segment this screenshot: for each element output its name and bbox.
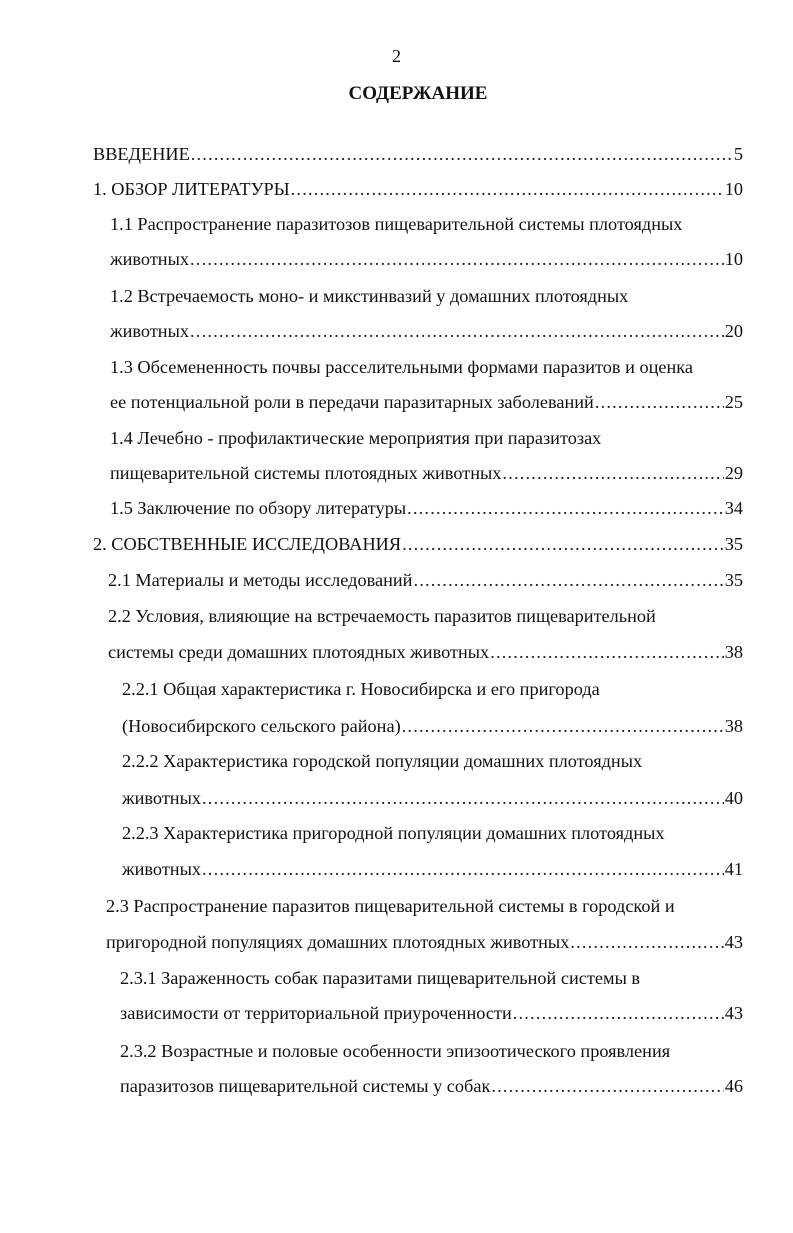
toc-entry-page: 10 xyxy=(724,249,743,269)
dot-leader xyxy=(491,1073,723,1099)
dot-leader xyxy=(413,567,723,593)
page-title: СОДЕРЖАНИЕ xyxy=(348,83,488,104)
toc-entry-1-4-line1[interactable]: 1.4 Лечебно - профилактические мероприятия при паразитозах xyxy=(110,428,602,448)
toc-entry-2-2-3-line1[interactable]: 2.2.3 Характеристика пригородной популяции домашних плотоядных xyxy=(122,823,665,843)
dot-leader xyxy=(513,1000,724,1026)
toc-entry-page: 40 xyxy=(724,788,743,808)
toc-entry-text: пригородной популяциях домашних плотоядных животных xyxy=(106,932,570,952)
toc-entry-text: 2.1 Материалы и методы исследований xyxy=(108,570,413,590)
toc-entry-2-3-1-line1[interactable]: 2.3.1 Зараженность собак паразитами пищеварительной системы в xyxy=(120,968,641,988)
toc-entry-1-2[interactable] xyxy=(110,318,743,344)
toc-entry-text: паразитозов пищеварительной системы у собак xyxy=(120,1076,491,1096)
toc-entry-2-3-2[interactable] xyxy=(120,1073,743,1099)
toc-entry-2-2-2-line1[interactable]: 2.2.2 Характеристика городской популяции домашних плотоядных xyxy=(122,751,643,771)
toc-entry-2-2[interactable] xyxy=(108,639,743,665)
toc-entry-page: 34 xyxy=(724,498,743,518)
toc-entry-text: животных xyxy=(122,859,202,879)
dot-leader xyxy=(291,176,724,202)
toc-entry-page: 35 xyxy=(724,570,743,590)
toc-entry-page: 10 xyxy=(724,179,743,199)
toc-entry-1-1-line1[interactable]: 1.1 Распространение паразитозов пищеварительной системы плотоядных xyxy=(110,214,683,234)
toc-entry-own-research[interactable] xyxy=(93,531,743,557)
dot-leader xyxy=(570,929,723,955)
toc-entry-text: животных xyxy=(122,788,202,808)
toc-entry-text: (Новосибирского сельского района) xyxy=(122,716,401,736)
page-number: 2 xyxy=(392,46,401,66)
toc-entry-2-3-2-line1[interactable]: 2.3.2 Возрастные и половые особенности эпизоотического проявления xyxy=(120,1041,671,1061)
toc-entry-text: пищеварительной системы плотоядных животных xyxy=(110,463,502,483)
toc-entry-page: 43 xyxy=(724,1003,743,1023)
toc-entry-2-2-1[interactable] xyxy=(122,713,743,739)
toc-entry-text: ее потенциальной роли в передачи паразитарных заболеваний xyxy=(110,392,594,412)
dot-leader xyxy=(402,713,724,739)
toc-entry-text: животных xyxy=(110,249,190,269)
dot-leader xyxy=(595,389,724,415)
toc-entry-introduction[interactable] xyxy=(93,141,743,167)
toc-entry-page: 25 xyxy=(724,392,743,412)
dot-leader xyxy=(190,318,724,344)
toc-entry-text: ВВЕДЕНИЕ xyxy=(93,144,190,164)
dot-leader xyxy=(191,141,733,167)
toc-entry-2-3[interactable] xyxy=(106,929,743,955)
toc-entry-page: 41 xyxy=(724,859,743,879)
toc-entry-2-2-3[interactable] xyxy=(122,856,743,882)
toc-entry-text: животных xyxy=(110,321,190,341)
toc-entry-1-5[interactable] xyxy=(110,495,743,521)
toc-entry-1-2-line1[interactable]: 1.2 Встречаемость моно- и микстинвазий у домашних плотоядных xyxy=(110,286,629,306)
toc-entry-page: 38 xyxy=(724,642,743,662)
dot-leader xyxy=(202,856,724,882)
dot-leader xyxy=(190,246,724,272)
toc-entry-page: 43 xyxy=(724,932,743,952)
toc-entry-page: 35 xyxy=(724,534,743,554)
toc-entry-1-3[interactable] xyxy=(110,389,743,415)
toc-entry-1-4[interactable] xyxy=(110,460,743,486)
toc-entry-2-3-line1[interactable]: 2.3 Распространение паразитов пищеварительной системы в городской и xyxy=(106,896,675,916)
dot-leader xyxy=(490,639,724,665)
toc-entry-text: 1.5 Заключение по обзору литературы xyxy=(110,498,407,518)
dot-leader xyxy=(202,785,724,811)
toc-entry-text: 1. ОБЗОР ЛИТЕРАТУРЫ xyxy=(93,179,290,199)
toc-entry-1-3-line1[interactable]: 1.3 Обсемененность почвы расселительными формами паразитов и оценка xyxy=(110,357,694,377)
toc-entry-page: 5 xyxy=(733,144,743,164)
toc-entry-page: 29 xyxy=(724,463,743,483)
toc-entry-literature-review[interactable] xyxy=(93,176,743,202)
toc-entry-2-2-2[interactable] xyxy=(122,785,743,811)
dot-leader xyxy=(407,495,724,521)
toc-entry-2-3-1[interactable] xyxy=(120,1000,743,1026)
toc-entry-text: системы среди домашних плотоядных животных xyxy=(108,642,490,662)
toc-entry-page: 38 xyxy=(724,716,743,736)
toc-entry-text: зависимости от территориальной приуроченности xyxy=(120,1003,512,1023)
dot-leader xyxy=(402,531,724,557)
toc-entry-2-2-1-line1[interactable]: 2.2.1 Общая характеристика г. Новосибирска и его пригорода xyxy=(122,679,600,699)
dot-leader xyxy=(502,460,723,486)
toc-entry-2-2-line1[interactable]: 2.2 Условия, влияющие на встречаемость паразитов пищеварительной xyxy=(108,606,656,626)
toc-entry-2-1[interactable] xyxy=(108,567,743,593)
toc-entry-page: 20 xyxy=(724,321,743,341)
toc-entry-page: 46 xyxy=(724,1076,743,1096)
toc-entry-1-1[interactable] xyxy=(110,246,743,272)
toc-entry-text: 2. СОБСТВЕННЫЕ ИССЛЕДОВАНИЯ xyxy=(93,534,402,554)
